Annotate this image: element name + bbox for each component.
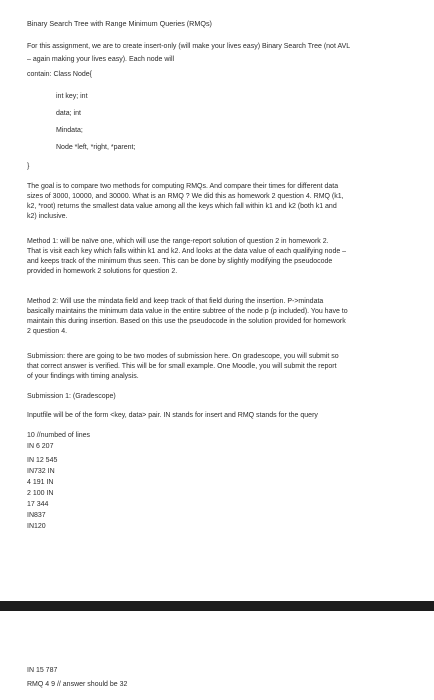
class-field: int key; int [56, 93, 88, 100]
sample-input-line: 10 //numbed of lines [27, 432, 91, 439]
goal-line: k2) inclusive. [27, 213, 68, 220]
method2-line: Method 2: Will use the mindata field and keep track of that field during the insertion. P->mindata [27, 298, 324, 305]
goal-line: k2, *root) returns the smallest data value among all the keys which fall within k1 and k2 (both k1 and [27, 203, 337, 210]
method1-line: provided in homework 2 solutions for question 2. [27, 268, 178, 275]
method1-line: That is visit each key which falls within k1 and k2. And looks at the data value of each qualifying node – [27, 248, 347, 255]
sample-input-line: RMQ 4 9 // answer should be 32 [27, 681, 128, 688]
sample-input-line: 4 191 IN [27, 479, 54, 486]
submission-line: that correct answer is verified. This will be for small example. One Moodle, you will submit the report [27, 363, 337, 370]
sample-input-line: 17 344 [27, 501, 49, 508]
sample-input-line: IN120 [27, 523, 46, 530]
sample-input-line: IN 6 207 [27, 443, 54, 450]
method2-line: 2 question 4. [27, 328, 68, 335]
method2-line: maintain this during insertion. Based on this use the pseudocode in the solution provided for homework [27, 318, 346, 325]
sample-input-line: IN837 [27, 512, 46, 519]
sample-input-line: IN 15 787 [27, 667, 58, 674]
class-field: data; int [56, 110, 81, 117]
goal-line: The goal is to compare two methods for computing RMQs. And compare their times for different data [27, 183, 339, 190]
submission-1-heading: Submission 1: (Gradescope) [27, 393, 116, 400]
intro-line-2: – again making your lives easy). Each node will [27, 56, 175, 63]
sample-input-line: 2 100 IN [27, 490, 54, 497]
document-page-2 [0, 611, 434, 700]
document-title: Binary Search Tree with Range Minimum Queries (RMQs) [27, 19, 212, 28]
closing-brace: } [27, 163, 30, 170]
inputfile-description: Inputfile will be of the form <key, data> pair. IN stands for insert and RMQ stands for the query [27, 412, 318, 419]
class-field: Mindata; [56, 127, 83, 134]
class-field: Node *left, *right, *parent; [56, 144, 136, 151]
method1-line: and keeps track of the minimum thus seen. This can be done by slightly modifying the pseudocode [27, 258, 333, 265]
sample-input-line: IN 12 545 [27, 457, 58, 464]
class-declaration: contain: Class Node{ [27, 71, 92, 78]
submission-line: Submission: there are going to be two modes of submission here. On gradescope, you will submit so [27, 353, 339, 360]
goal-line: sizes of 3000, 10000, and 30000. What is an RMQ ? We did this as homework 2 question 4. RMQ (k1, [27, 193, 344, 200]
method1-line: Method 1: will be naïve one, which will use the range-report solution of question 2 in homework 2. [27, 238, 329, 245]
page-separator [0, 601, 434, 611]
intro-line-1: For this assignment, we are to create insert-only (will make your lives easy) Binary Search Tree (not AVL [27, 43, 351, 50]
submission-line: of your findings with timing analysis. [27, 373, 139, 380]
sample-input-line: IN732 IN [27, 468, 55, 475]
method2-line: basically maintains the minimum data value in the entire subtree of the node p (p included). You have to [27, 308, 348, 315]
